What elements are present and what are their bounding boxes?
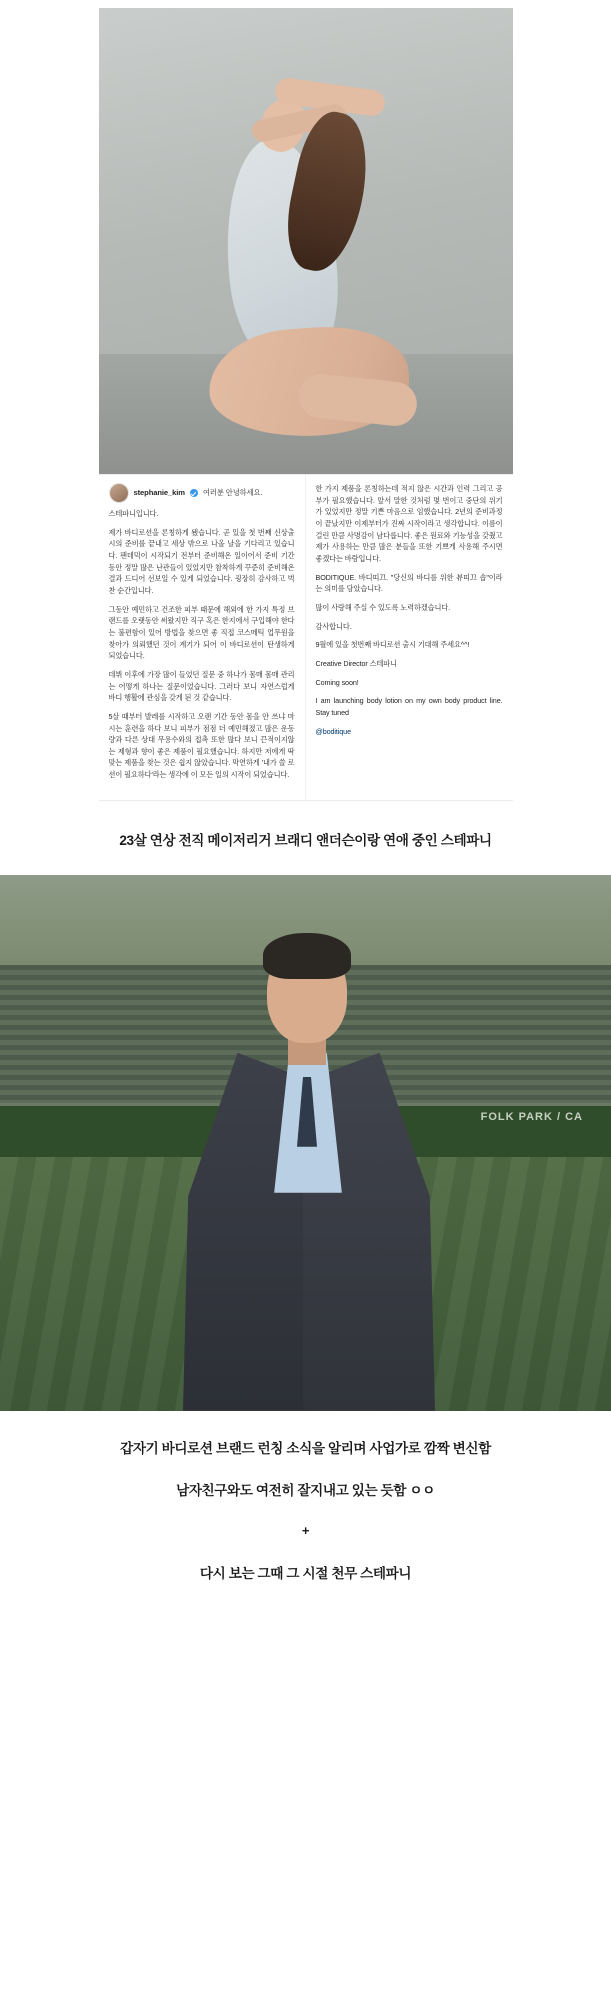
verified-icon [190,489,198,497]
username[interactable]: stephanie_kim [133,487,185,497]
caption-right-column [306,475,513,800]
caption-paragraph: Creative Director 스테파니 [315,658,397,668]
caption-paragraph: 한 가지 제품을 론칭하는데 적지 않은 시간과 인력 그리고 공부가 필요했습니다. 앞서 말한 것처럼 몇 번이고 중단의 위기가 있었지만 정말 기쁜 마음으로 임했습니다. 2년의 준비과정이 끝났지만 이제부터가 진짜 시작이라고 생각합니다. 이름이 걸린 만큼 사명감이 남다릅니다. 좋은 원료와 기능성을 갖췄고 제가 사용하는 만큼 많은 분들을 또한 기쁘게 사용해 주시면 좋겠다는 바람입니다. [315,484,503,563]
caption-paragraph: 9월에 있을 첫번째 바디로션 출시 기대해 주세요^^! [315,640,470,650]
caption-paragraph: 감사합니다. [315,621,352,631]
caption-paragraph: 그동안 예민하고 건조한 피부 때문에 해외에 한 가지 특정 브랜드를 오랫동안 써왔지만 직구 혹은 한지에서 구입해야 한다는 불편함이 있어 방법을 찾으면 좋 직접 코스메틱 업무원을 찾아가 의뢰했던 것이 계기가 되어 이 바디로션이 탄생하게 되었습니다. [108,604,295,661]
caption-paragraph: 5살 때부터 발레를 시작하고 오랜 기간 동안 몸을 안 쓰냐 마시는 훈련을 하다 보니 피부가 점점 더 예민해졌고 많은 운동량과 다른 상대 무용수와의 접촉 또한 많다 보니 끈적이지않는 제형과 향이 좋은 제품이 필요했습니다. 하지만 저에게 딱 맞는 제품을 찾는 것은 쉽지 않았습니다. 막연하게 '내가 쓸 로션이 필요하다'라는 생각에 이 모든 일의 시작이 되었습니다. [108,711,295,780]
photo-subject-man [175,927,440,1411]
post-author-row[interactable] [109,483,295,503]
post-greeting: 여러분 안녕하세요. [202,488,263,498]
man-hair [263,933,351,979]
narration-line-2: 갑자기 바디로션 브랜드 런칭 소식을 알리며 사업가로 깜짝 변신함 [120,1440,491,1456]
caption-paragraph: Coming soon! [315,677,359,687]
photo-subject [189,78,419,458]
stadium-sign-text: FOLK PARK / CA [480,1110,583,1123]
page-root [0,8,611,1582]
caption-block [99,474,513,801]
caption-paragraph: BODITIQUE. 바디띠끄. "당신의 바디를 위한 뷰띠끄 숍"이라는 의미를 담았습니다. [315,572,503,594]
bottom-photo [0,875,611,1411]
caption-left-column [99,475,306,800]
narration-plus: + [301,1522,310,1538]
avatar [109,483,129,503]
top-photo [99,8,513,474]
narration-line-4: 다시 보는 그때 그 시절 천무 스테파니 [199,1565,412,1581]
caption-paragraph: 데뷔 이후에 가장 많이 들었던 질문 중 하나가 몸매 몸매 관리는 어떻게 하나는 질문이었습니다. 그러다 보니 자연스럽게 바디 행활에 관심을 갖게 된 것 같습니다. [108,669,295,703]
caption-paragraph: 스테파니입니다. [108,509,159,518]
caption-paragraph: 많이 사랑해 주실 수 있도록 노력하겠습니다. [315,602,451,612]
narration-line-1: 23살 연상 전직 메이저리거 브래디 앤더슨이랑 연애 중인 스테파니 [119,832,492,848]
caption-paragraph: I am launching body lotion on my own body product line. Stay tuned [315,696,503,717]
mention-link[interactable]: @boditique [315,726,351,736]
narration-line-3: 남자친구와도 여전히 잘지내고 있는 듯함 ㅇㅇ [176,1482,435,1498]
caption-paragraph: 제가 바디로션을 론칭하게 됐습니다. 곧 있을 첫 번째 신상출시의 준비를 끝내고 세상 밖으로 나올 날을 기다리고 있습니다. 팬데믹이 시작되기 전부터 준비해온 일이어서 준비 기간 동안 정말 많은 난관들이 있었지만 참착하게 꾸준히 준비해온 결과 드디어 선보일 수 있게 되었습니다. 굉장히 감사하고 벅찬 순간입니다. [108,527,295,595]
